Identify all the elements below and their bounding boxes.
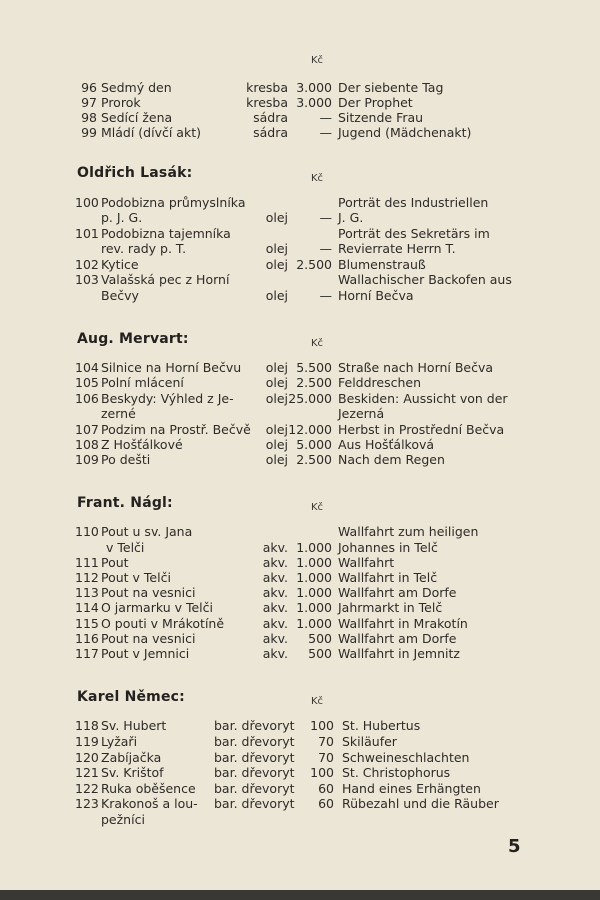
- entry-translation: Wallfahrt am Dorfe: [338, 585, 457, 600]
- entry-translation: Hand eines Erhängten: [342, 781, 481, 796]
- entry-price: 70: [318, 750, 334, 765]
- catalog-entry: [0, 765, 600, 781]
- entry-price: 12.000: [288, 422, 332, 437]
- entry-title: Podobizna průmyslníka: [101, 195, 246, 210]
- entry-title: Sedící žena: [101, 110, 173, 125]
- entry-title: Silnice na Horní Bečvu: [101, 360, 242, 375]
- catalog-entry: [0, 422, 600, 438]
- entry-technique: sádra: [253, 110, 288, 125]
- entry-title: O pouti v Mrákotíně: [101, 616, 225, 631]
- entry-price: 25.000: [288, 391, 332, 406]
- entry-translation: Der siebente Tag: [338, 80, 444, 95]
- catalog-entry: [0, 257, 600, 273]
- currency-label: Kč: [311, 338, 324, 349]
- entry-translation: Nach dem Regen: [338, 452, 445, 467]
- entry-translation: Rübezahl und die Räuber: [342, 796, 499, 811]
- entry-title: Polní mlácení: [101, 375, 184, 390]
- entry-translation: Herbst in Prostřední Bečva: [338, 422, 505, 437]
- entry-number: 112: [75, 570, 99, 585]
- entry-title: Zabíjačka: [101, 750, 162, 765]
- entry-price: 60: [318, 781, 334, 796]
- entry-number: 108: [75, 437, 99, 452]
- entry-translation: J. G.: [338, 210, 364, 225]
- entry-number: 120: [75, 750, 99, 765]
- page-number: 5: [508, 836, 521, 857]
- catalog-entry: [0, 585, 600, 601]
- entry-translation: St. Christophorus: [342, 765, 451, 780]
- entry-title: Podobizna tajemníka: [101, 226, 231, 241]
- entry-title: pežníci: [101, 812, 145, 827]
- entry-title: Pout v Jemnici: [101, 646, 190, 661]
- entry-technique: akv.: [262, 585, 288, 600]
- currency-label: Kč: [311, 696, 324, 707]
- catalog-entry: [0, 734, 600, 750]
- catalog-entry: [0, 600, 600, 616]
- entry-title: Mládí (dívčí akt): [101, 125, 201, 140]
- entry-translation: Schweineschlachten: [342, 750, 470, 765]
- entry-technique: olej: [265, 288, 288, 303]
- catalog-entry: [0, 452, 600, 468]
- entry-number: 113: [75, 585, 99, 600]
- entry-price: 1.000: [296, 600, 332, 615]
- entry-translation: Revierrate Herrn T.: [338, 241, 456, 256]
- artist-heading: Frant. Nágl:: [77, 495, 173, 511]
- entry-number: 97: [81, 95, 97, 110]
- catalog-entry: [0, 570, 600, 586]
- entry-price: 1.000: [296, 540, 332, 555]
- entry-price: 2.500: [296, 375, 332, 390]
- entry-title: Pout v Telči: [101, 570, 171, 585]
- entry-price: 2.500: [296, 257, 332, 272]
- currency-label: Kč: [311, 502, 324, 513]
- entry-number: 100: [75, 195, 99, 210]
- entry-price: 3.000: [296, 95, 332, 110]
- entry-translation: Beskiden: Aussicht von der: [338, 391, 508, 406]
- entry-number: 121: [75, 765, 99, 780]
- entry-technique: akv.: [262, 646, 288, 661]
- catalog-entry-continuation: [0, 241, 600, 257]
- entry-technique: olej: [265, 391, 288, 406]
- entry-title: Krakonoš a lou-: [101, 796, 198, 811]
- catalog-entry: [0, 555, 600, 571]
- entry-translation: Aus Hošťálková: [338, 437, 435, 452]
- entry-number: 115: [75, 616, 99, 631]
- entry-title: Beskydy: Výhled z Je-: [101, 391, 234, 406]
- entry-number: 114: [75, 600, 99, 615]
- entry-translation: Wallfahrt am Dorfe: [338, 631, 457, 646]
- entry-translation: Horní Bečva: [338, 288, 414, 303]
- entry-title: Podzim na Prostř. Bečvě: [101, 422, 251, 437]
- entry-technique: bar. dřevoryt: [214, 718, 295, 733]
- entry-translation: Porträt des Industriellen: [338, 195, 489, 210]
- entry-translation: Straße nach Horní Bečva: [338, 360, 494, 375]
- catalog-entry: [0, 781, 600, 797]
- entry-price: 3.000: [296, 80, 332, 95]
- entry-technique: kresba: [246, 80, 288, 95]
- entry-technique: bar. dřevoryt: [214, 750, 295, 765]
- catalog-entry: [0, 391, 600, 407]
- entry-number: 109: [75, 452, 99, 467]
- entry-title: p. J. G.: [101, 210, 143, 225]
- entry-title: Sv. Hubert: [101, 718, 167, 733]
- entry-technique: akv.: [262, 631, 288, 646]
- catalog-entry: [0, 226, 600, 242]
- entry-number: 118: [75, 718, 99, 733]
- entry-title: v Telči: [106, 540, 145, 555]
- entry-price: 1.000: [296, 555, 332, 570]
- catalog-entry-continuation: [0, 210, 600, 226]
- entry-title: Bečvy: [101, 288, 139, 303]
- entry-technique: olej: [265, 241, 288, 256]
- catalog-entry: [0, 437, 600, 453]
- page-bottom-edge: [0, 890, 600, 900]
- entry-title: Pout na vesnici: [101, 585, 196, 600]
- entry-technique: bar. dřevoryt: [214, 796, 295, 811]
- entry-translation: Sitzende Frau: [338, 110, 424, 125]
- entry-title: zerné: [101, 406, 136, 421]
- artist-heading: Aug. Mervart:: [77, 331, 189, 347]
- entry-technique: akv.: [262, 600, 288, 615]
- entry-number: 106: [75, 391, 99, 406]
- entry-title: Kytice: [101, 257, 139, 272]
- entry-price: 2.500: [296, 452, 332, 467]
- entry-translation: Wallachischer Backofen aus: [338, 272, 512, 287]
- entry-price: 500: [308, 646, 332, 661]
- artist-heading: Karel Němec:: [77, 689, 185, 705]
- entry-price: 100: [310, 718, 334, 733]
- catalog-entry-continuation: [0, 406, 600, 422]
- entry-translation: Wallfahrt zum heiligen: [338, 524, 479, 539]
- catalog-entry: [0, 616, 600, 632]
- entry-price: 5.500: [296, 360, 332, 375]
- entry-translation: Wallfahrt in Telč: [338, 570, 438, 585]
- entry-number: 96: [81, 80, 97, 95]
- entry-translation: Johannes in Telč: [338, 540, 438, 555]
- entry-price: 60: [318, 796, 334, 811]
- entry-price: 100: [310, 765, 334, 780]
- entry-number: 99: [81, 125, 97, 140]
- catalog-entry: [0, 80, 600, 96]
- entry-number: 116: [75, 631, 99, 646]
- entry-price: 70: [318, 734, 334, 749]
- entry-title: Valašská pec z Horní: [101, 272, 230, 287]
- catalog-entry: [0, 524, 600, 540]
- entry-technique: olej: [265, 452, 288, 467]
- entry-title: Z Hošťálkové: [101, 437, 183, 452]
- entry-technique: bar. dřevoryt: [214, 781, 295, 796]
- entry-translation: Skiläufer: [342, 734, 397, 749]
- entry-number: 110: [75, 524, 99, 539]
- catalog-entry: [0, 796, 600, 812]
- entry-technique: kresba: [246, 95, 288, 110]
- catalog-entry: [0, 718, 600, 734]
- catalog-entry: [0, 375, 600, 391]
- currency-label: Kč: [311, 55, 324, 66]
- catalog-entry: [0, 110, 600, 126]
- entry-price: 1.000: [296, 570, 332, 585]
- entry-price: —: [319, 241, 332, 256]
- entry-technique: akv.: [262, 540, 288, 555]
- entry-technique: bar. dřevoryt: [214, 765, 295, 780]
- entry-translation: Jezerná: [338, 406, 385, 421]
- entry-number: 102: [75, 257, 99, 272]
- entry-number: 123: [75, 796, 99, 811]
- entry-translation: St. Hubertus: [342, 718, 421, 733]
- entry-title: Pout: [101, 555, 129, 570]
- catalog-entry: [0, 125, 600, 141]
- entry-technique: olej: [265, 437, 288, 452]
- entry-number: 111: [75, 555, 99, 570]
- catalog-entry: [0, 646, 600, 662]
- entry-translation: Felddreschen: [338, 375, 422, 390]
- entry-title: Pout na vesnici: [101, 631, 196, 646]
- entry-price: —: [319, 125, 332, 140]
- entry-number: 105: [75, 375, 99, 390]
- entry-technique: akv.: [262, 570, 288, 585]
- entry-number: 104: [75, 360, 99, 375]
- entry-translation: Wallfahrt: [338, 555, 395, 570]
- entry-technique: akv.: [262, 616, 288, 631]
- entry-number: 98: [81, 110, 97, 125]
- entry-technique: akv.: [262, 555, 288, 570]
- entry-title: Sedmý den: [101, 80, 172, 95]
- catalog-entry-continuation: [0, 540, 600, 556]
- entry-technique: olej: [265, 375, 288, 390]
- entry-price: —: [319, 288, 332, 303]
- catalog-entry: [0, 631, 600, 647]
- entry-number: 117: [75, 646, 99, 661]
- artist-heading: Oldřich Lasák:: [77, 165, 193, 181]
- entry-translation: Jugend (Mädchenakt): [338, 125, 472, 140]
- entry-price: —: [319, 110, 332, 125]
- entry-title: rev. rady p. T.: [101, 241, 187, 256]
- entry-title: Pout u sv. Jana: [101, 524, 193, 539]
- catalog-entry-continuation: [0, 288, 600, 304]
- catalog-entry: [0, 360, 600, 376]
- entry-translation: Blumenstrauß: [338, 257, 426, 272]
- entry-technique: olej: [265, 422, 288, 437]
- entry-technique: bar. dřevoryt: [214, 734, 295, 749]
- entry-technique: olej: [265, 257, 288, 272]
- entry-translation: Wallfahrt in Mrakotín: [338, 616, 468, 631]
- entry-price: 1.000: [296, 616, 332, 631]
- entry-number: 122: [75, 781, 99, 796]
- entry-technique: olej: [265, 210, 288, 225]
- entry-price: 500: [308, 631, 332, 646]
- entry-translation: Wallfahrt in Jemnitz: [338, 646, 460, 661]
- entry-number: 101: [75, 226, 99, 241]
- entry-number: 103: [75, 272, 99, 287]
- entry-translation: Jahrmarkt in Telč: [338, 600, 443, 615]
- entry-translation: Der Prophet: [338, 95, 413, 110]
- entry-translation: Porträt des Sekretärs im: [338, 226, 490, 241]
- catalog-entry-continuation: [0, 812, 600, 828]
- catalog-entry: [0, 750, 600, 766]
- entry-title: Ruka oběšence: [101, 781, 196, 796]
- entry-price: 5.000: [296, 437, 332, 452]
- catalog-entry: [0, 272, 600, 288]
- entry-technique: olej: [265, 360, 288, 375]
- entry-number: 119: [75, 734, 99, 749]
- entry-title: Prorok: [101, 95, 141, 110]
- catalog-entry: [0, 95, 600, 111]
- entry-price: —: [319, 210, 332, 225]
- entry-title: Lyžaři: [101, 734, 138, 749]
- currency-label: Kč: [311, 173, 324, 184]
- entry-technique: sádra: [253, 125, 288, 140]
- entry-number: 107: [75, 422, 99, 437]
- entry-title: O jarmarku v Telči: [101, 600, 213, 615]
- entry-title: Sv. Krištof: [101, 765, 164, 780]
- catalog-entry: [0, 195, 600, 211]
- entry-title: Po dešti: [101, 452, 151, 467]
- entry-price: 1.000: [296, 585, 332, 600]
